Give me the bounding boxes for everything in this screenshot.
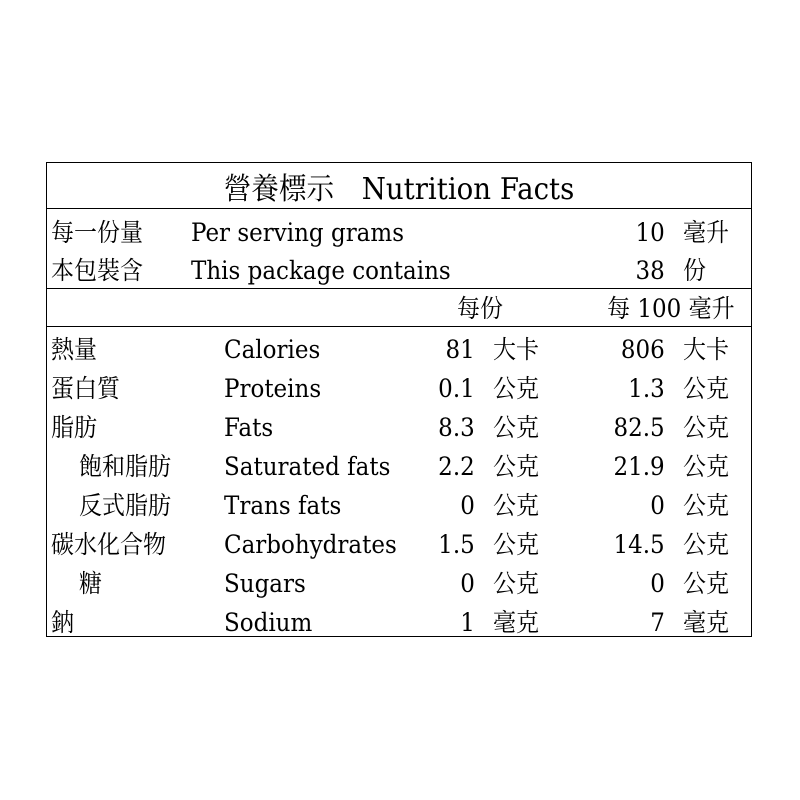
- nutrient-name-en: Trans fats: [224, 491, 342, 520]
- nutrient-name-en: Calories: [224, 335, 321, 364]
- nutrient-name-en: Sugars: [224, 569, 306, 598]
- serving-value: 0: [460, 569, 475, 598]
- per-serving-en: Per serving grams: [191, 218, 405, 247]
- serving-unit: 公克: [493, 452, 540, 481]
- divider: [47, 326, 751, 327]
- column-header-per-serving: 每份: [457, 294, 504, 323]
- per100-unit: 公克: [683, 569, 730, 598]
- per100-unit: 大卡: [683, 335, 730, 364]
- serving-value: 1.5: [438, 530, 475, 559]
- package-value: 38: [635, 256, 665, 285]
- serving-unit: 公克: [493, 374, 540, 403]
- nutrient-name-zh: 蛋白質: [51, 374, 121, 403]
- per100-unit: 毫克: [683, 608, 730, 637]
- package-zh: 本包裝含: [51, 256, 144, 285]
- per100-value: 14.5: [613, 530, 665, 559]
- serving-value: 0: [460, 491, 475, 520]
- divider: [47, 208, 751, 209]
- divider: [47, 288, 751, 289]
- per100-unit: 公克: [683, 452, 730, 481]
- serving-value: 0.1: [438, 374, 475, 403]
- serving-value: 8.3: [438, 413, 475, 442]
- per100-value: 7: [650, 608, 665, 637]
- nutrient-name-en: Saturated fats: [224, 452, 391, 481]
- per100-unit: 公克: [683, 530, 730, 559]
- nutrient-name-zh: 反式脂肪: [79, 491, 172, 520]
- nutrient-name-en: Proteins: [224, 374, 322, 403]
- serving-unit: 毫克: [493, 608, 540, 637]
- per100-value: 806: [621, 335, 665, 364]
- serving-value: 2.2: [438, 452, 475, 481]
- serving-unit: 大卡: [493, 335, 540, 364]
- per100-value: 0: [650, 569, 665, 598]
- nutrient-name-zh: 碳水化合物: [51, 530, 167, 559]
- nutrient-name-zh: 脂肪: [51, 413, 98, 442]
- serving-unit: 公克: [493, 530, 540, 559]
- per100-unit: 公克: [683, 491, 730, 520]
- nutrient-name-en: Fats: [224, 413, 274, 442]
- nutrient-name-zh: 糖: [79, 569, 103, 598]
- per100-value: 0: [650, 491, 665, 520]
- nutrient-name-en: Carbohydrates: [224, 530, 397, 559]
- nutrient-name-zh: 鈉: [51, 608, 75, 637]
- package-unit: 份: [683, 256, 707, 285]
- serving-value: 81: [445, 335, 475, 364]
- column-header-per-100: 每 100 毫升: [607, 294, 735, 323]
- nutrient-name-en: Sodium: [224, 608, 313, 637]
- nutrition-facts-label: [46, 162, 752, 637]
- per100-value: 82.5: [613, 413, 665, 442]
- package-en: This package contains: [191, 256, 451, 285]
- serving-value: 1: [460, 608, 475, 637]
- serving-unit: 公克: [493, 569, 540, 598]
- serving-unit: 公克: [493, 491, 540, 520]
- per-serving-unit: 毫升: [683, 218, 730, 247]
- serving-unit: 公克: [493, 413, 540, 442]
- per100-value: 1.3: [628, 374, 665, 403]
- nutrient-name-zh: 熱量: [51, 335, 98, 364]
- per100-unit: 公克: [683, 374, 730, 403]
- nutrient-name-zh: 飽和脂肪: [79, 452, 172, 481]
- per100-value: 21.9: [613, 452, 665, 481]
- per-serving-zh: 每一份量: [51, 218, 144, 247]
- label-title: 營養標示 Nutrition Facts: [223, 172, 575, 207]
- per100-unit: 公克: [683, 413, 730, 442]
- per-serving-value: 10: [635, 218, 665, 247]
